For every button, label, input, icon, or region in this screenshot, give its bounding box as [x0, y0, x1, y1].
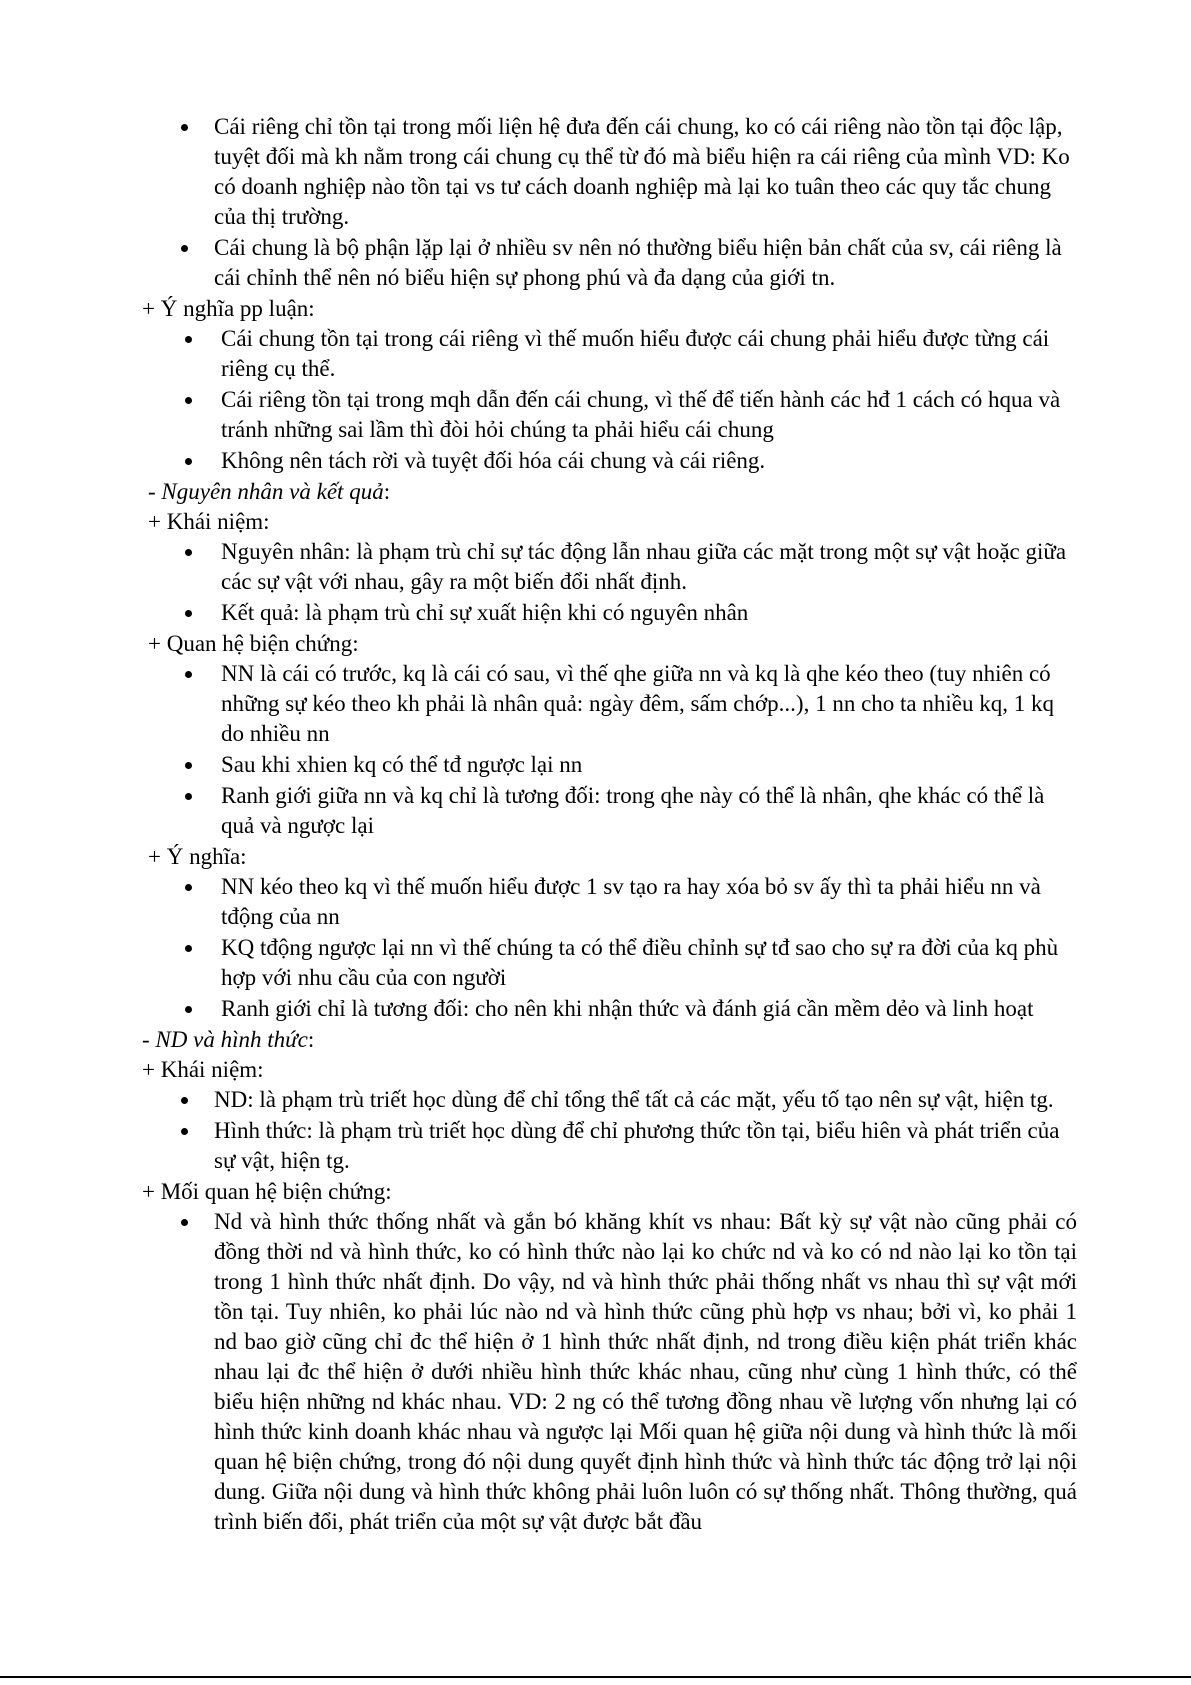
bullet-icon: [185, 397, 192, 404]
nd-moi-quan-he-list: [140, 1207, 1077, 1537]
bullet-icon: [185, 762, 192, 769]
heading-moi-quan-he-bien-chung: + Mối quan hệ biện chứng:: [142, 1179, 392, 1204]
list-item: Ranh giới giữa nn và kq chỉ là tương đối: trong qhe này có thể là nhân, qhe khác có thể là quả và ngược lại: [140, 781, 1077, 841]
heading-khai-niem-nd: + Khái niệm:: [142, 1057, 264, 1082]
heading-y-nghia-pp-luan: + Ý nghĩa pp luận:: [142, 296, 315, 321]
bullet-icon: [185, 336, 192, 343]
heading-quan-he-bien-chung: + Quan hệ biện chứng:: [148, 631, 359, 656]
list-item: Nguyên nhân: là phạm trù chỉ sự tác động lẫn nhau giữa các mặt trong một sự vật hoặc giữa các sự vật với nhau, gây ra một biến đổi nhất định.: [140, 537, 1077, 597]
list-item: Kết quả: là phạm trù chỉ sự xuất hiện khi có nguyên nhân: [140, 598, 1077, 628]
section-title-nd-hinh-thuc: - ND và hình thức:: [142, 1027, 315, 1052]
list-item: Nd và hình thức thống nhất và gắn bó khăng khít vs nhau: Bất kỳ sự vật nào cũng phải có đồng thời nd và hình thức, ko có hình thức nào lại ko chức nd và ko có nd nào lại ko tồn tại trong 1 hình thức nhất định. Do vậy, nd và hình thức phải thống nhất vs nhau thì sự vật mới tồn tại. Tuy nhiên, ko phải lúc nào nd và hình thức cũng phù hợp vs nhau; bởi vì, ko phải 1 nd bao giờ cũng chỉ đc thể hiện ở 1 hình thức nhất định, nd trong điều kiện phát triển khác nhau lại đc thể hiện ở dưới nhiều hình thức khác nhau, cũng như cùng 1 hình thức, có thể biểu hiện những nd khác nhau. VD: 2 ng có thể tương đồng nhau về lượng vốn nhưng lại có hình thức kinh doanh khác nhau và ngược lại Mối quan hệ giữa nội dung và hình thức là mối quan hệ biện chứng, trong đó nội dung quyết định hình thức và hình thức tác động trở lại nội dung. Giữa nội dung và hình thức không phải luôn luôn có sự thống nhất. Thông thường, quá trình biến đổi, phát triển của một sự vật được bắt đầu: [140, 1207, 1077, 1537]
list-item: Sau khi xhien kq có thể tđ ngược lại nn: [140, 750, 1077, 780]
bullet-icon: [181, 1219, 188, 1226]
list-item: Cái chung tồn tại trong cái riêng vì thế muốn hiểu được cái chung phải hiểu được từng cái riêng cụ thể.: [140, 324, 1077, 384]
bullet-icon: [181, 1128, 188, 1135]
page-bottom-rule: [0, 1676, 1191, 1678]
y-nghia-pp-luan-list: [140, 324, 1077, 476]
list-item: Không nên tách rời và tuyệt đối hóa cái chung và cái riêng.: [140, 446, 1077, 476]
list-item: KQ tđộng ngược lại nn vì thế chúng ta có thể điều chỉnh sự tđ sao cho sự ra đời của kq phù hợp với nhu cầu của con người: [140, 933, 1077, 993]
bullet-icon: [181, 124, 188, 131]
bullet-icon: [181, 245, 188, 252]
bullet-icon: [185, 945, 192, 952]
bullet-icon: [185, 610, 192, 617]
bullet-icon: [185, 793, 192, 800]
heading-khai-niem: + Khái niệm:: [148, 509, 270, 534]
list-item: Hình thức: là phạm trù triết học dùng để chỉ phương thức tồn tại, biểu hiên và phát triển của sự vật, hiện tg.: [140, 1116, 1077, 1176]
bullet-icon: [185, 1006, 192, 1013]
nd-khai-niem-list: [140, 1085, 1077, 1176]
document-body: [140, 112, 1077, 1538]
intro-bullet-list: [140, 112, 1077, 293]
bullet-icon: [185, 884, 192, 891]
section-title-nguyen-nhan-ket-qua: - Nguyên nhân và kết quả:: [148, 479, 391, 504]
bullet-icon: [185, 458, 192, 465]
list-item: Ranh giới chỉ là tương đối: cho nên khi nhận thức và đánh giá cần mềm dẻo và linh hoạt: [140, 994, 1077, 1024]
list-item: Cái chung là bộ phận lặp lại ở nhiều sv nên nó thường biểu hiện bản chất của sv, cái riêng là cái chỉnh thể nên nó biểu hiện sự phong phú và đa dạng của giới tn.: [140, 233, 1077, 293]
list-item: Cái riêng chỉ tồn tại trong mối liện hệ đưa đến cái chung, ko có cái riêng nào tồn tại độc lập, tuyệt đối mà kh nằm trong cái chung cụ thể từ đó mà biểu hiện ra cái riêng của mình VD: Ko có doanh nghiệp nào tồn tại vs tư cách doanh nghiệp mà lại ko tuân theo các quy tắc chung của thị trường.: [140, 112, 1077, 232]
nn-khai-niem-list: [140, 537, 1077, 628]
heading-y-nghia: + Ý nghĩa:: [148, 844, 247, 869]
list-item: Cái riêng tồn tại trong mqh dẫn đến cái chung, vì thế để tiến hành các hđ 1 cách có hqua và tránh những sai lầm thì đòi hỏi chúng ta phải hiểu cái chung: [140, 385, 1077, 445]
list-item: NN là cái có trước, kq là cái có sau, vì thế qhe giữa nn và kq là qhe kéo theo (tuy nhiên có những sự kéo theo kh phải là nhân quả: ngày đêm, sấm chớp...), 1 nn cho ta nhiều kq, 1 kq do nhiều nn: [140, 659, 1077, 749]
list-item: ND: là phạm trù triết học dùng để chỉ tổng thể tất cả các mặt, yếu tố tạo nên sự vật, hiện tg.: [140, 1085, 1077, 1115]
bullet-icon: [185, 671, 192, 678]
bullet-icon: [181, 1097, 188, 1104]
nn-y-nghia-list: [140, 872, 1077, 1024]
bullet-icon: [185, 549, 192, 556]
list-item: NN kéo theo kq vì thế muốn hiểu được 1 sv tạo ra hay xóa bỏ sv ấy thì ta phải hiểu nn và tđộng của nn: [140, 872, 1077, 932]
nn-quan-he-list: [140, 659, 1077, 841]
